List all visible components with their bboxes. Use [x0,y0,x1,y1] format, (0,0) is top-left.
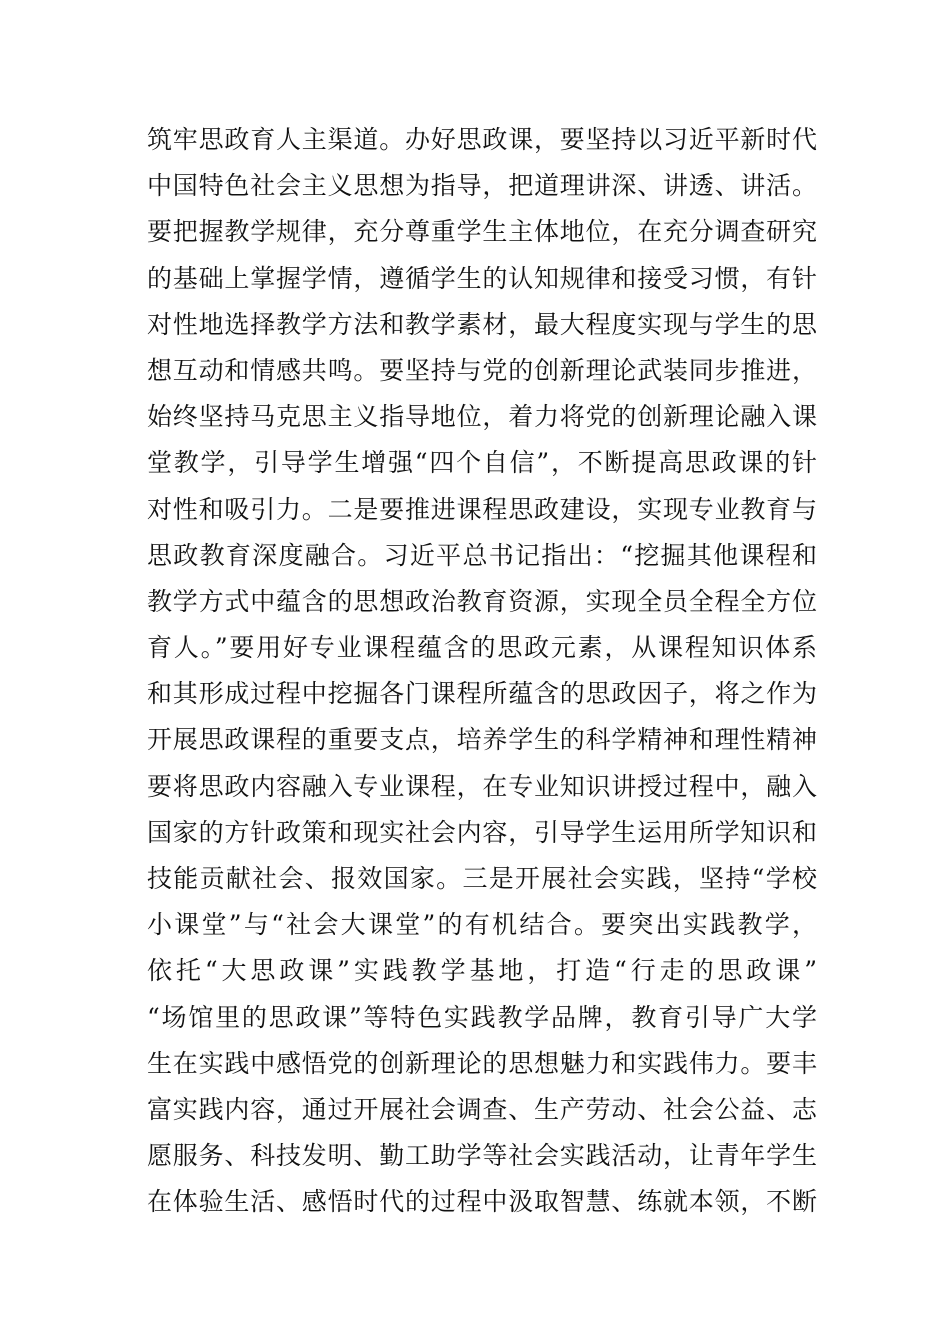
text-line: 小课堂”与“社会大课堂”的有机结合。要突出实践教学， [147,910,817,940]
text-line: 技能贡献社会、报效国家。三是开展社会实践，坚持“学校 [147,864,817,893]
text-line: 富实践内容，通过开展社会调查、生产劳动、社会公益、志 [147,1094,817,1124]
text-line: 育人。”要用好专业课程蕴含的思政元素，从课程知识体系 [147,633,817,663]
text-line: 始终坚持马克思主义指导地位，着力将党的创新理论融入课 [147,402,817,432]
text-line: 堂教学，引导学生增强“四个自信”，不断提高思政课的针 [147,448,817,478]
text-line: 对性和吸引力。二是要推进课程思政建设，实现专业教育与 [147,494,817,524]
body-text [147,117,817,1226]
text-line: 愿服务、科技发明、勤工助学等社会实践活动，让青年学生 [147,1141,817,1171]
text-line: 思政教育深度融合。习近平总书记指出：“挖掘其他课程和 [147,540,817,570]
text-line: 在体验生活、感悟时代的过程中汲取智慧、练就本领，不断 [147,1187,817,1217]
text-line: 国家的方针政策和现实社会内容，引导学生运用所学知识和 [147,817,817,847]
text-line: 对性地选择教学方法和教学素材，最大程度实现与学生的思 [147,309,817,339]
text-line: 想互动和情感共鸣。要坚持与党的创新理论武装同步推进， [147,355,817,385]
text-line: 和其形成过程中挖掘各门课程所蕴含的思政因子，将之作为 [147,679,817,709]
text-line: 开展思政课程的重要支点，培养学生的科学精神和理性精神 [147,725,817,755]
text-line: 的基础上掌握学情，遵循学生的认知规律和接受习惯，有针 [147,263,817,293]
text-line: 生在实践中感悟党的创新理论的思想魅力和实践伟力。要丰 [147,1048,817,1078]
text-line: 教学方式中蕴含的思想政治教育资源，实现全员全程全方位 [147,586,817,616]
text-line: 中国特色社会主义思想为指导，把道理讲深、讲透、讲活。 [147,171,817,201]
text-line: 依托“大思政课”实践教学基地，打造“行走的思政课” [147,956,817,986]
text-line: “场馆里的思政课”等特色实践教学品牌，教育引导广大学 [147,1002,817,1032]
text-line: 筑牢思政育人主渠道。办好思政课，要坚持以习近平新时代 [147,125,817,154]
text-line: 要将思政内容融入专业课程，在专业知识讲授过程中，融入 [147,771,817,801]
text-line: 要把握教学规律，充分尊重学生主体地位，在充分调查研究 [147,217,817,247]
